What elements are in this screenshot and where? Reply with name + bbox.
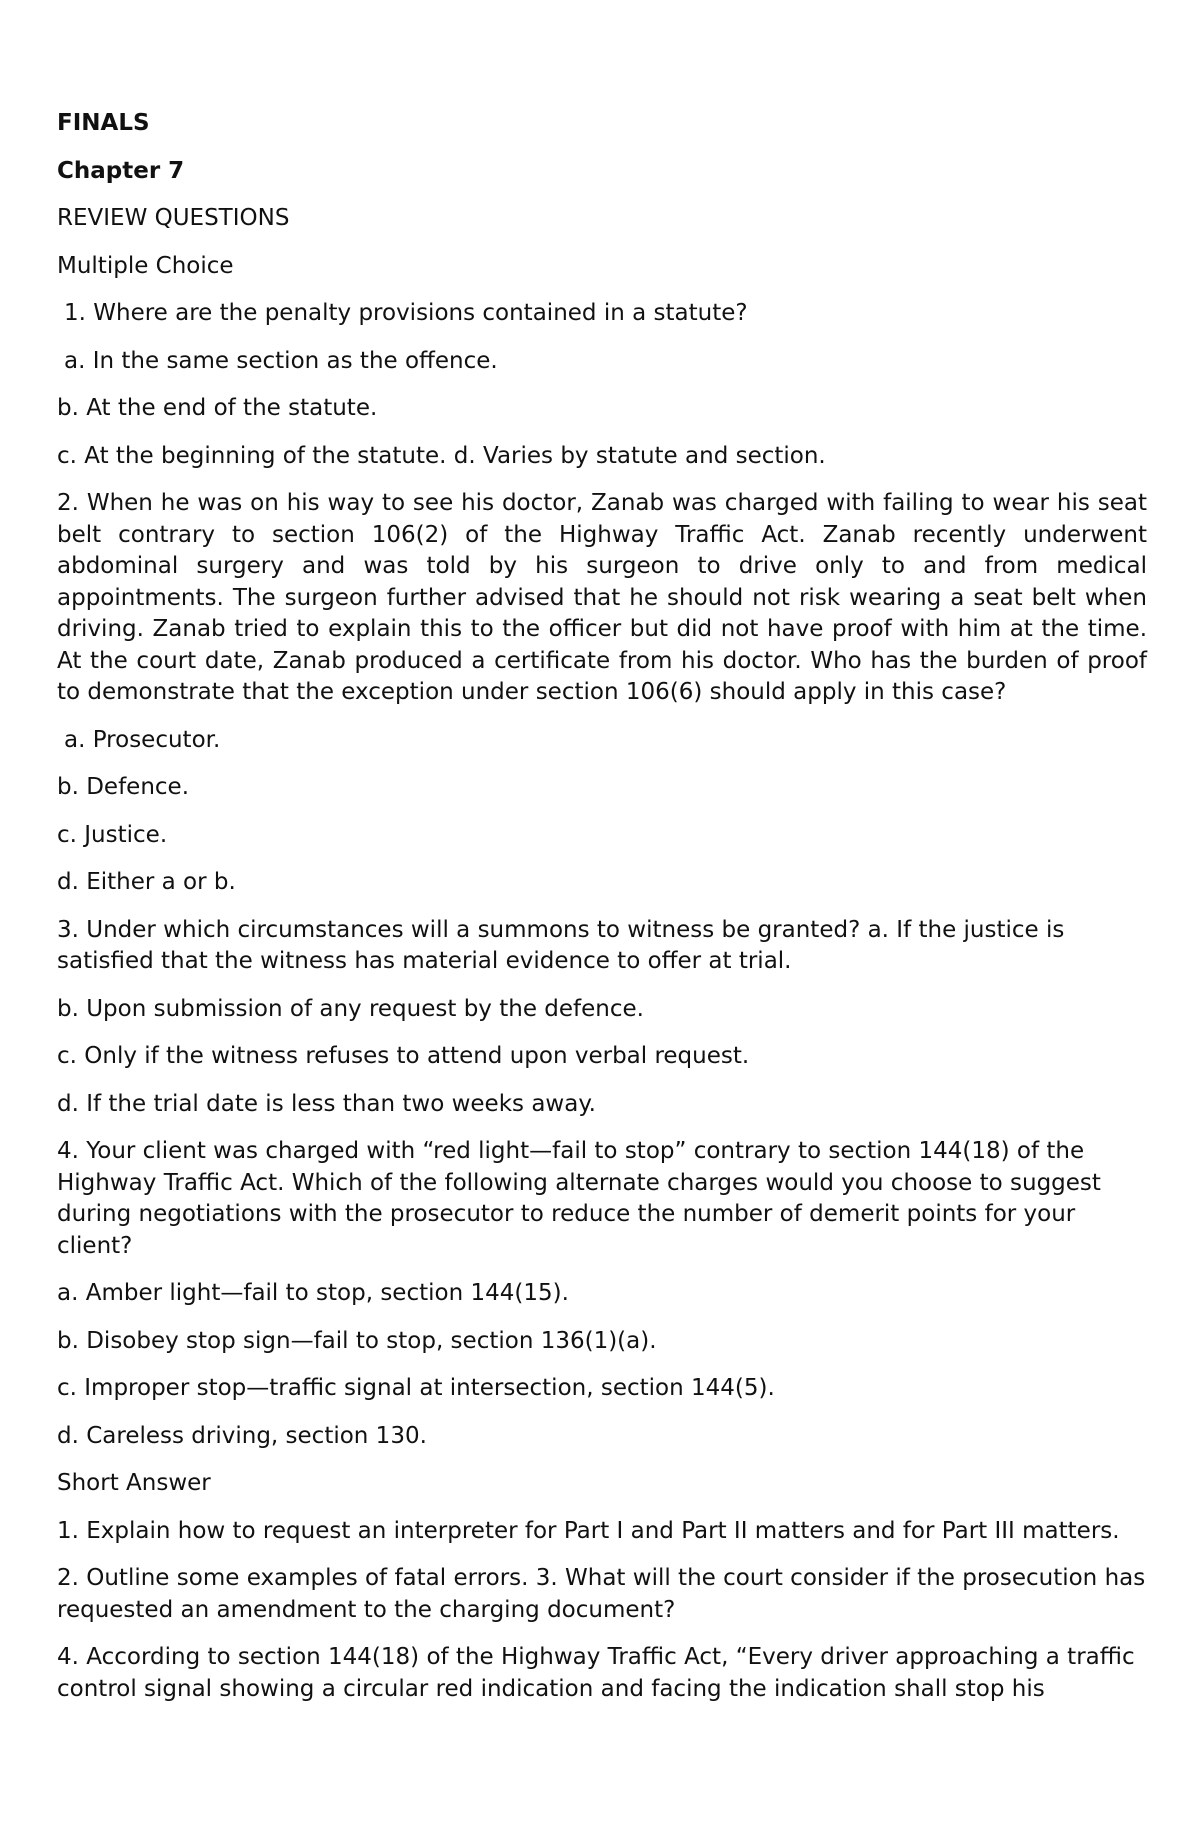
question-4-option-c: c. Improper stop—traffic signal at intersection, section 144(5). [57,1375,775,1401]
multiple-choice-heading: Multiple Choice [57,252,234,279]
question-1-option-b: b. At the end of the statute. [57,395,378,421]
question-2-option-b: b. Defence. [57,774,190,800]
section-heading: REVIEW QUESTIONS [57,205,290,231]
short-answer-1: 1. Explain how to request an interpreter for Part I and Part II matters and for Part III matters. [57,1517,1120,1544]
question-4-option-a: a. Amber light—fail to stop, section 144(15). [57,1280,569,1306]
question-2-option-a: a. Prosecutor. [64,726,221,753]
question-2-option-d: d. Either a or b. [57,869,236,895]
chapter-heading: Chapter 7 [57,157,185,184]
question-3-option-b: b. Upon submission of any request by the defence. [57,995,644,1022]
question-2: 2. When he was on his way to see his doctor, Zanab was charged with failing to wear his seat belt contrary to section 106(2) of the Highway Traffic Act. Zanab recently underwent abdominal surgery and was told by his surgeon to drive only to and from medical appointments. The surgeon further advised that he should not risk wearing a seat belt when driving. Zanab tried to explain this to the officer but did not have proof with him at the time. At the court date, Zanab produced a certificate from his doctor. Who has the burden of proof to demonstrate that the exception under section 106(6) should apply in this case? [57,490,1147,705]
short-answer-4: 4. According to section 144(18) of the Highway Traffic Act, “Every driver approaching a traffic control signal showing a circular red indication and facing the indication shall stop his [57,1644,1135,1702]
question-3-option-c: c. Only if the witness refuses to attend upon verbal request. [57,1043,750,1069]
question-1-option-a: a. In the same section as the offence. [64,347,498,374]
question-4-option-b: b. Disobey stop sign—fail to stop, section 136(1)(a). [57,1327,657,1354]
question-1: 1. Where are the penalty provisions contained in a statute? [64,300,748,326]
question-4-option-d: d. Careless driving, section 130. [57,1422,427,1449]
short-answer-2-3: 2. Outline some examples of fatal errors. 3. What will the court consider if the prosecution has requested an amendment to the charging document? [57,1565,1146,1623]
document-page [57,108,1147,1721]
short-answer-heading: Short Answer [57,1470,211,1496]
question-3-option-d: d. If the trial date is less than two weeks away. [57,1090,596,1117]
document-title: FINALS [57,110,150,136]
question-4: 4. Your client was charged with “red light—fail to stop” contrary to section 144(18) of the Highway Traffic Act. Which of the following alternate charges would you choose to suggest during negotiations with the prosecutor to reduce the number of demerit points for your client? [57,1138,1101,1259]
question-2-option-c: c. Justice. [57,821,168,848]
question-3: 3. Under which circumstances will a summons to witness be granted? a. If the justice is satisfied that the witness has material evidence to offer at trial. [57,916,1065,974]
question-1-options-c-d: c. At the beginning of the statute. d. Varies by statute and section. [57,442,826,469]
